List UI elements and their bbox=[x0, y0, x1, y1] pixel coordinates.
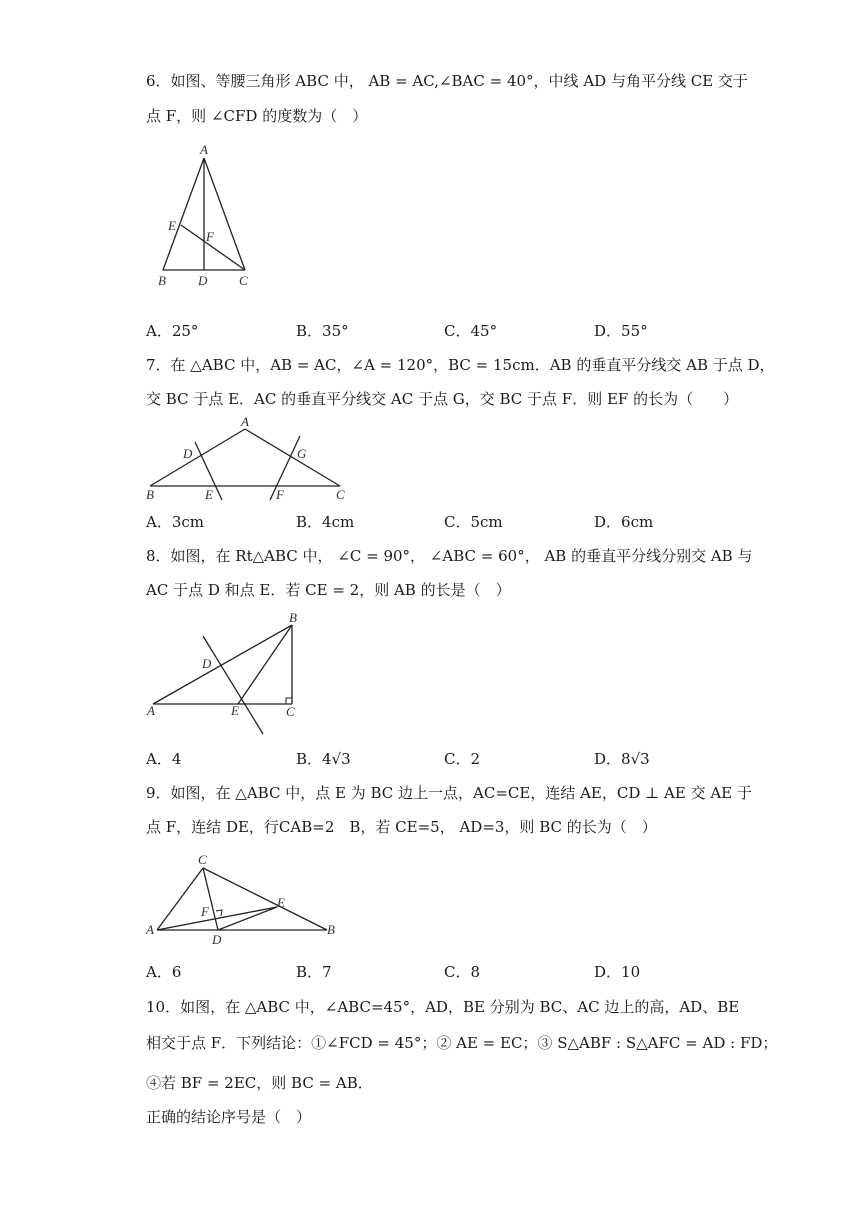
q6-label-e: E bbox=[168, 218, 176, 233]
q9-label-b: B bbox=[327, 922, 335, 937]
q8-option-a[interactable]: A．4 bbox=[146, 750, 182, 768]
q8-label-b: B bbox=[289, 610, 297, 625]
q9-figure bbox=[140, 848, 350, 948]
q7-stem-line-1: 7．在 △ABC 中，AB = AC，∠A = 120°，BC = 15cm．AB 的垂直平分线交 AB 于点 D， bbox=[146, 356, 775, 374]
q7-figure bbox=[140, 412, 370, 507]
q6-option-b[interactable]: B．35° bbox=[296, 322, 349, 340]
q9-option-a[interactable]: A．6 bbox=[146, 963, 182, 981]
q9-stem-line-2: 点 F，连结 DE，行CAB=2 B，若 CE=5， AD=3，则 BC 的长为（ ） bbox=[146, 818, 657, 836]
q6-stem-line-1: 6．如图、等腰三角形 ABC 中， AB = AC,∠BAC = 40°，中线 AD 与角平分线 CE 交于 bbox=[146, 72, 748, 90]
q6-stem-line-2: 点 F，则 ∠CFD 的度数为（ ） bbox=[146, 107, 368, 125]
q8-side-ab bbox=[153, 625, 292, 704]
q7-label-f: F bbox=[276, 487, 284, 502]
q9-side-cb bbox=[203, 868, 327, 930]
q6-label-a: A bbox=[200, 142, 208, 157]
q9-option-b[interactable]: B．7 bbox=[296, 963, 332, 981]
q7-side-ab bbox=[150, 429, 245, 486]
q8-perp-bisector bbox=[203, 636, 263, 734]
q9-side-ac bbox=[157, 868, 203, 930]
q9-label-f: F bbox=[201, 904, 209, 919]
q6-side-ab bbox=[163, 158, 204, 270]
q7-stem-line-2: 交 BC 于点 E．AC 的垂直平分线交 AC 于点 G，交 BC 于点 F．则 EF 的长为（ ） bbox=[146, 390, 739, 408]
q6-option-c[interactable]: C．45° bbox=[444, 322, 498, 340]
q6-label-b: B bbox=[158, 273, 166, 288]
q9-label-e: E bbox=[277, 895, 285, 910]
q7-label-e: E bbox=[205, 487, 213, 502]
q7-label-c: C bbox=[336, 487, 345, 502]
q7-perp-bisector-gf bbox=[270, 436, 300, 500]
q7-label-d: D bbox=[183, 446, 193, 461]
q7-label-b: B bbox=[146, 487, 154, 502]
q8-stem-line-2: AC 于点 D 和点 E．若 CE = 2，则 AB 的长是（ ） bbox=[146, 581, 511, 599]
q10-stem-line-4: 正确的结论序号是（ ） bbox=[146, 1108, 312, 1126]
q8-option-b[interactable]: B．4√3 bbox=[296, 750, 351, 768]
q8-label-a: A bbox=[147, 703, 155, 718]
q6-side-ac bbox=[204, 158, 245, 270]
q8-option-d[interactable]: D．8√3 bbox=[594, 750, 650, 768]
q8-figure bbox=[140, 608, 310, 743]
q9-label-c: C bbox=[198, 852, 207, 867]
q9-stem-line-1: 9．如图，在 △ABC 中，点 E 为 BC 边上一点，AC=CE，连结 AE，CD ⊥ AE 交 AE 于 bbox=[146, 784, 752, 802]
q10-stem-line-3: ④若 BF = 2EC，则 BC = AB． bbox=[146, 1074, 373, 1092]
q10-stem-line-1: 10．如图，在 △ABC 中，∠ABC=45°，AD，BE 分别为 BC、AC 边上的高，AD、BE bbox=[146, 998, 740, 1016]
q6-figure bbox=[150, 140, 270, 300]
q9-segment-de bbox=[218, 907, 277, 930]
q9-label-a: A bbox=[146, 922, 154, 937]
q10-stem-line-2: 相交于点 F．下列结论：①∠FCD = 45°；② AE = EC；③ S△ABF : S△AFC = AD : FD； bbox=[146, 1034, 778, 1052]
q7-option-a[interactable]: A．3cm bbox=[146, 513, 205, 531]
q6-label-f: F bbox=[206, 229, 214, 244]
q6-label-d: D bbox=[198, 273, 208, 288]
q9-option-c[interactable]: C．8 bbox=[444, 963, 481, 981]
q7-label-a: A bbox=[241, 414, 249, 429]
q6-label-c: C bbox=[239, 273, 248, 288]
q8-label-c: C bbox=[286, 704, 295, 719]
q7-option-b[interactable]: B．4cm bbox=[296, 513, 355, 531]
q8-segment-be bbox=[238, 625, 292, 704]
q9-right-angle-mark bbox=[216, 910, 222, 916]
q7-side-ac bbox=[245, 429, 340, 486]
q7-label-g: G bbox=[297, 446, 307, 461]
q6-option-d[interactable]: D．55° bbox=[594, 322, 648, 340]
q6-option-a[interactable]: A．25° bbox=[146, 322, 199, 340]
q8-stem-line-1: 8．如图，在 Rt△ABC 中， ∠C = 90°， ∠ABC = 60°， AB 的垂直平分线分别交 AB 与 bbox=[146, 547, 753, 565]
q9-option-d[interactable]: D．10 bbox=[594, 963, 641, 981]
q8-label-e: E bbox=[231, 703, 239, 718]
q8-label-d: D bbox=[202, 656, 212, 671]
q8-option-c[interactable]: C．2 bbox=[444, 750, 481, 768]
q9-label-d: D bbox=[212, 932, 222, 947]
q7-option-d[interactable]: D．6cm bbox=[594, 513, 654, 531]
q7-option-c[interactable]: C．5cm bbox=[444, 513, 503, 531]
